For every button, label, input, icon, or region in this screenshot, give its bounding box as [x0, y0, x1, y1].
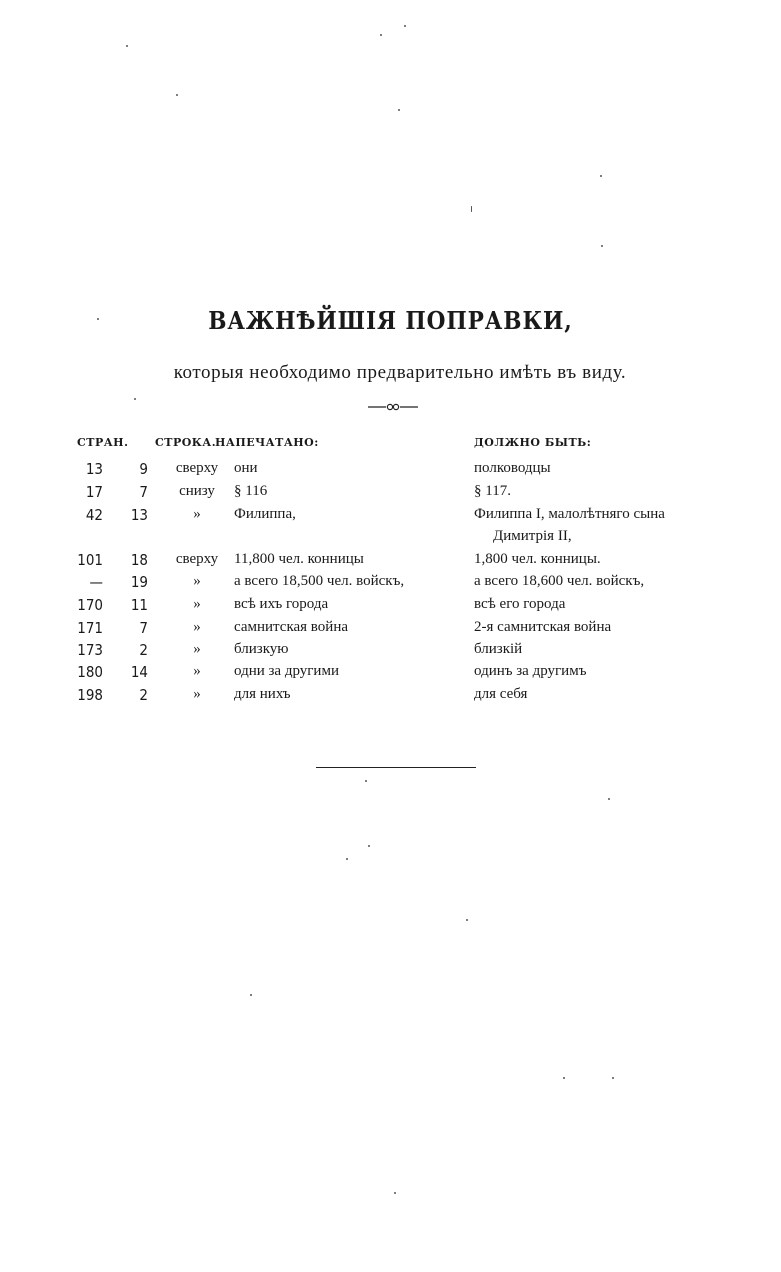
cell-page: 42: [85, 506, 103, 524]
cell-line: 7: [139, 483, 148, 501]
cell-printed: § 116: [234, 483, 268, 499]
cell-printed: всѣ ихъ города: [234, 596, 329, 612]
cell-page: 170: [77, 596, 103, 614]
scan-speck: [601, 245, 603, 247]
scan-speck: [176, 94, 178, 96]
ornament-divider-icon: [366, 400, 420, 414]
cell-page: 101: [77, 551, 103, 569]
cell-printed: а всего 18,500 чел. войскъ,: [234, 573, 405, 589]
cell-should-be: § 117.: [474, 483, 511, 499]
scan-speck: [612, 1077, 614, 1079]
scan-speck: [368, 845, 370, 847]
page-subtitle: которыя необходимо предварительно имѣть въ виду.: [173, 362, 627, 383]
cell-position: »: [193, 506, 201, 522]
scan-speck: [600, 175, 602, 177]
scan-speck: [134, 398, 136, 400]
cell-line: 18: [130, 551, 148, 569]
cell-should-be: Филиппа I, малолѣтняго сына: [474, 506, 665, 522]
cell-position: »: [193, 573, 201, 589]
page-title: ВАЖНѢЙШІЯ ПОПРАВКИ,: [208, 306, 573, 335]
scan-speck: [250, 994, 252, 996]
cell-printed: самнитская война: [234, 619, 349, 635]
scan-speck: [563, 1077, 565, 1079]
scan-speck: [404, 25, 406, 27]
closing-rule: [316, 767, 476, 768]
scan-speck: [346, 858, 348, 860]
cell-line: 11: [130, 596, 148, 614]
scan-speck: [398, 109, 400, 111]
cell-page: 13: [85, 460, 103, 478]
cell-should-be: 1,800 чел. конницы.: [474, 551, 601, 567]
header-page: СТРАН.: [77, 436, 129, 449]
cell-should-be: 2-я самнитская война: [474, 619, 612, 635]
cell-line: 9: [139, 460, 148, 478]
header-line: СТРОКА.: [155, 436, 217, 449]
cell-page: 17: [85, 483, 103, 501]
cell-position: сверху: [175, 551, 219, 567]
cell-printed: для нихъ: [234, 686, 291, 702]
scan-speck: [380, 34, 382, 36]
cell-should-be: полководцы: [474, 460, 551, 476]
scan-speck: [394, 1192, 396, 1194]
cell-position: снизу: [179, 483, 215, 499]
cell-should-be: близкій: [474, 641, 523, 657]
cell-page: 171: [77, 619, 103, 637]
scan-speck: [471, 206, 472, 212]
scan-speck: [97, 318, 99, 320]
cell-position: »: [193, 641, 201, 657]
header-printed: НАПЕЧАТАНО:: [215, 436, 319, 449]
cell-position: »: [193, 686, 201, 702]
cell-line: 14: [130, 663, 148, 681]
cell-position: сверху: [175, 460, 219, 476]
cell-line: 2: [139, 641, 148, 659]
scan-speck: [608, 798, 610, 800]
cell-page: 198: [77, 686, 103, 704]
cell-printed: одни за другими: [234, 663, 339, 679]
cell-should-be: всѣ его города: [474, 596, 566, 612]
cell-line: 19: [130, 573, 148, 591]
cell-position: »: [193, 596, 201, 612]
cell-page: —: [89, 573, 103, 591]
cell-line: 13: [130, 506, 148, 524]
cell-printed: близкую: [234, 641, 289, 657]
cell-page: 173: [77, 641, 103, 659]
cell-printed: они: [234, 460, 258, 476]
cell-line: 2: [139, 686, 148, 704]
cell-printed: 11,800 чел. конницы: [234, 551, 364, 567]
cell-printed: Филиппа,: [234, 506, 296, 522]
scan-speck: [365, 780, 367, 782]
cell-should-be: а всего 18,600 чел. войскъ,: [474, 573, 645, 589]
cell-page: 180: [77, 663, 103, 681]
scan-speck: [126, 45, 128, 47]
cell-position: »: [193, 663, 201, 679]
header-should-be: ДОЛЖНО БЫТЬ:: [474, 436, 592, 449]
cell-position: »: [193, 619, 201, 635]
scan-speck: [466, 919, 468, 921]
cell-line: 7: [139, 619, 148, 637]
cell-should-be: для себя: [474, 686, 528, 702]
cell-should-be: одинъ за другимъ: [474, 663, 587, 679]
cell-should-be-continuation: Димитрія II,: [493, 528, 572, 544]
